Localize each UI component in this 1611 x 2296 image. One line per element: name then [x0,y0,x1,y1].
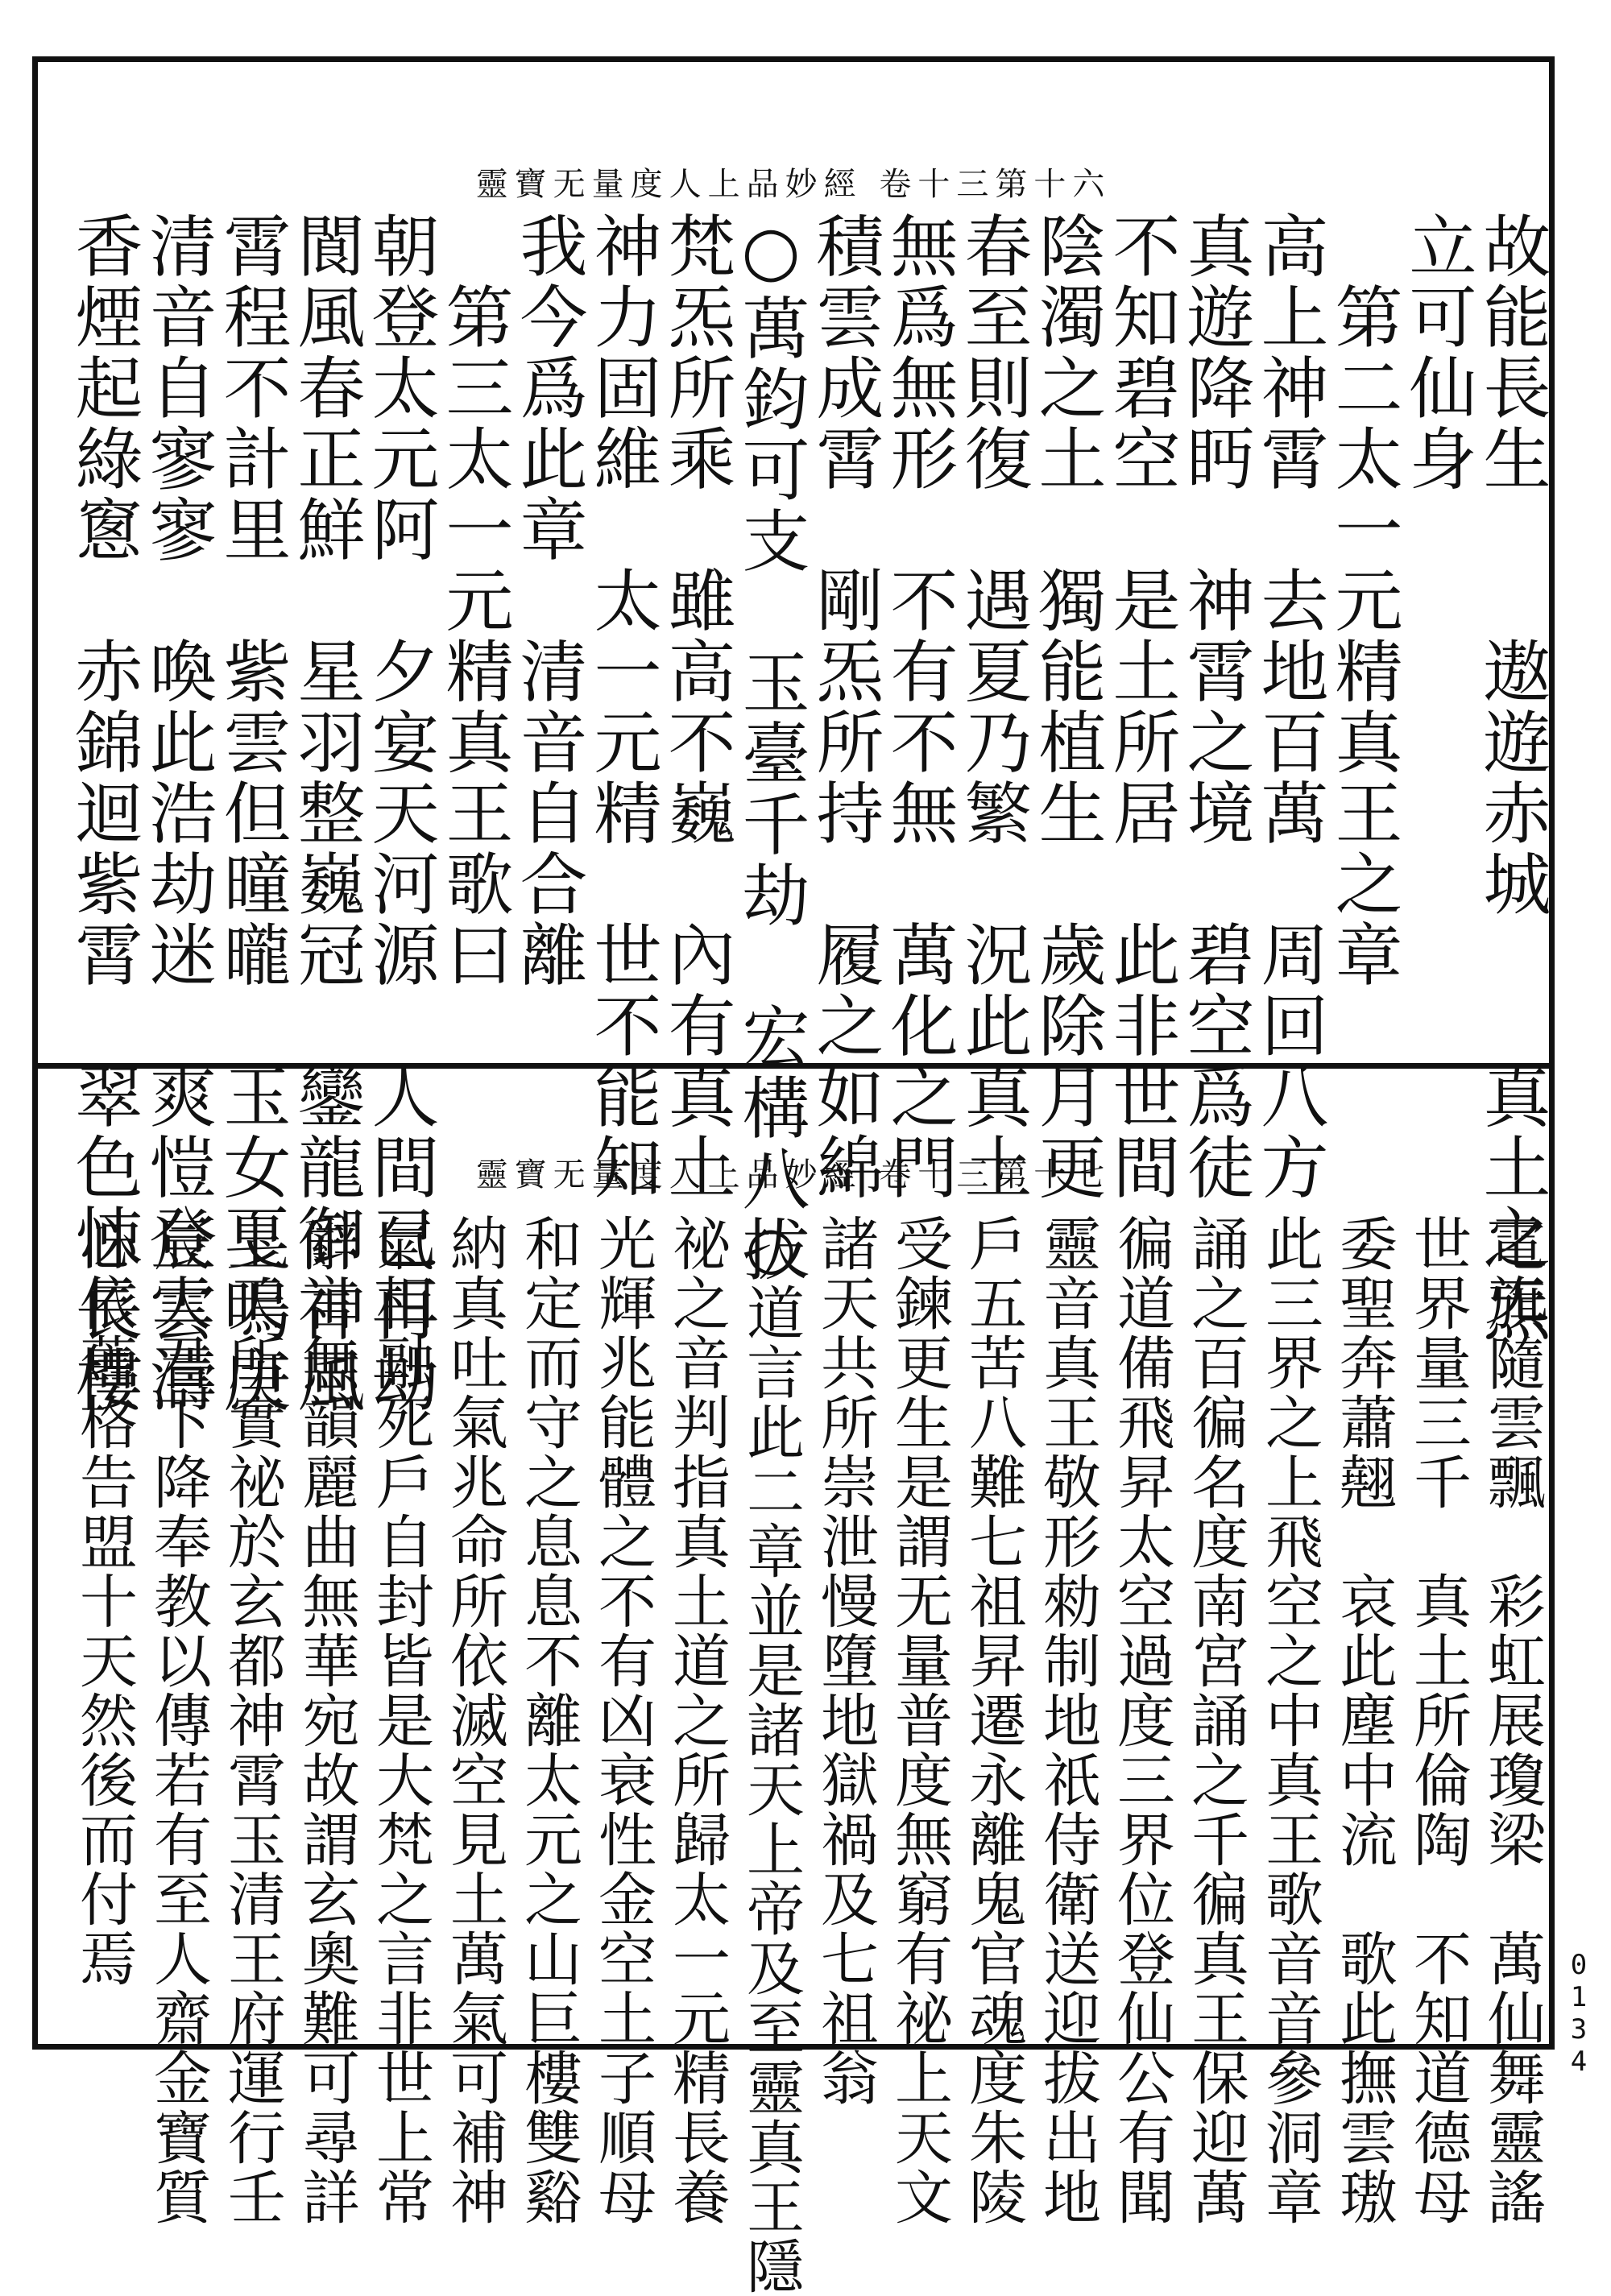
text-column: 心依舊格告盟十天然後而付焉 [70,1214,138,1988]
text-column: 積雲成霄 剛炁所持 履之如綿 [806,211,884,1203]
text-column: 諸天共所崇泄慢墮地獄禍及七祖翁 [811,1214,879,2108]
text-column: 上天所實祕於玄都神霄玉清王府運行壬 [218,1214,286,2227]
text-column: 清音自寥寥 喚此浩劫迷 爽愷登雲濤 [139,211,217,1416]
page-header: 靈寶无量度人上品妙經 卷十三第十七 [475,1156,1112,1194]
text-column: 誦之百徧名度南宮誦之千徧真王保迎萬 [1182,1214,1249,2227]
text-column: 此三界之上飛空之中真王歌音音參洞章 [1256,1214,1323,2227]
text-column: 戶五苦八難七祖昇遷永離鬼官魂度朱陵 [959,1214,1027,2227]
text-column: 無爲無形 不有不無 萬化之門 [880,211,959,1203]
text-column: 受鍊更生是謂无量普度無窮有祕上天文 [885,1214,953,2227]
text-column: 神力固維 太一元精 世不能知 [583,211,662,1203]
text-column: 故能長生 遨遊赤城 真土之炁 [1472,211,1551,1345]
text-column: 梵炁所乘 雖高不巍 內有真土 [657,211,736,1203]
text-column: 納真吐氣兆命所依滅空見土萬氣可補神 [441,1214,508,2227]
text-column: 陰濁之土 獨能植生 歲除月更 [1028,211,1107,1203]
page-header: 靈寶无量度人上品妙經 卷十三第十六 [475,166,1112,203]
text-column: 第三太一元精真王歌曰 [435,211,514,991]
text-column: 光輝兆能體之不有凶衰性金空土子順母 [589,1214,656,2227]
text-column: 真遊降眄 神霄之境 碧空爲徒 [1176,211,1255,1203]
text-column: 靈音真王敬形勑制地祇侍衛送迎拔出地 [1033,1214,1101,2227]
text-column: 朝登太元阿 夕宴天河源 人間已再劫 [361,211,440,1416]
text-column: 第二太一元精真王之章 [1324,211,1403,991]
text-column: 委聖奔蕭翹 哀此塵中流 歌此撫雲璈 [1330,1214,1398,2227]
text-column: 辭言無韻麗曲無華宛故謂玄奧難可尋詳 [292,1214,360,2227]
text-column: 霄程不計里 紫雲但曈曨 玉女戛鳴庚 [213,211,292,1416]
text-column: 電旗隨雲飄 彩虹展瓊梁 萬仙舞靈謠 [1478,1214,1546,2227]
text-column: 和定而守之息息不離太元之山巨樓雙谿 [515,1214,582,2227]
text-column: 不知碧空 是土所居 此非世間 [1102,211,1181,1203]
text-column: 香煙起綠窻 赤錦迴紫霄 翠色悚長樓 [64,211,143,1416]
text-column: ○道言此二章並是諸天上帝及至靈真王隱 [737,1214,805,2296]
text-column: 閬風春正鮮 星羽整巍冠 鑾龍御神風 [287,211,366,1416]
text-column: 我今爲此章 清音自合離 [509,211,588,991]
text-column: 春至則復 遇夏乃繁 況此真土 [954,211,1033,1203]
text-column: 徧道備飛昇太空過度三界位登仙公有聞 [1108,1214,1175,2227]
text-column: 辰大君下降奉教以傳若有至人齋金寶質 [144,1214,212,2227]
text-column: 氣相融死戶自封皆是大梵之言非世上常 [367,1214,434,2227]
text-column: 祕之音判指真土道之所歸太一元精長養 [663,1214,731,2227]
text-column: 高上神霄 去地百萬 周回八方 [1250,211,1329,1203]
page-number: 0134 [1563,1949,1595,2078]
text-column: ○萬鈞可支 玉臺千劫 宏構八拔 [731,211,810,1285]
lower-page [38,1069,1549,2296]
text-column: 立可仙身 [1398,211,1477,494]
text-column: 世界量三千 真土所倫陶 不知道德母 [1404,1214,1472,2227]
